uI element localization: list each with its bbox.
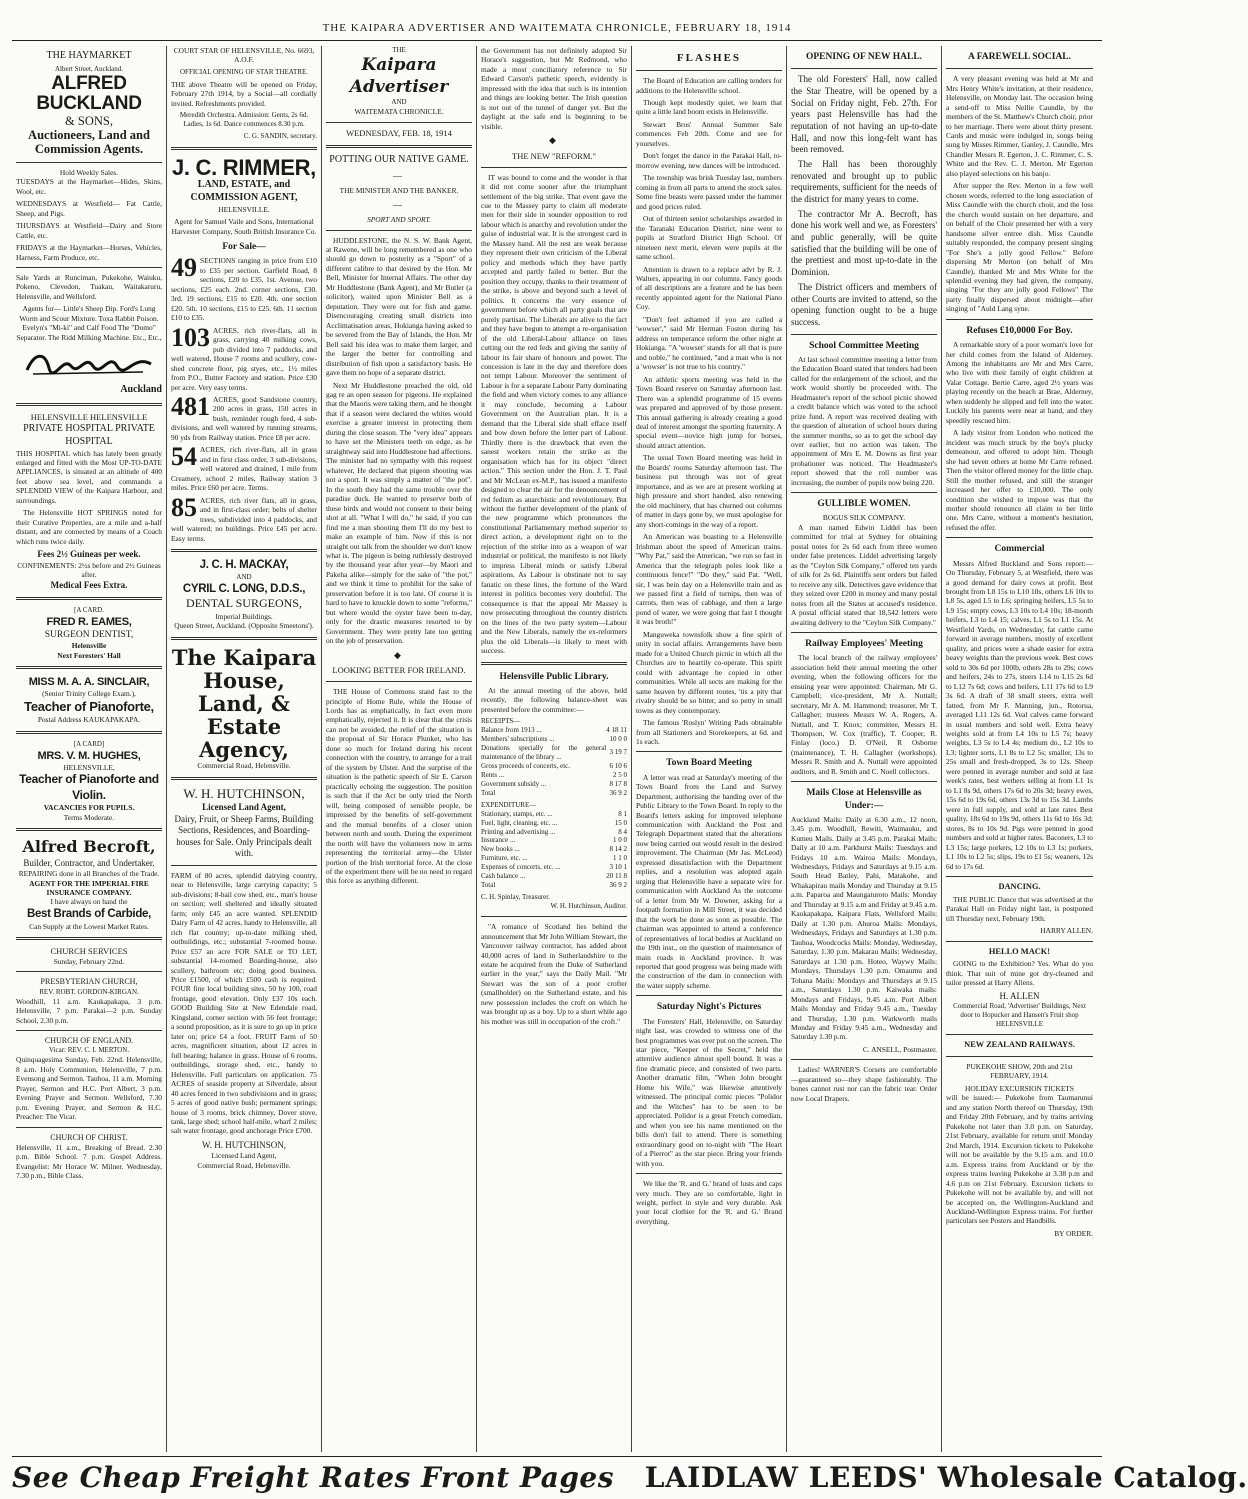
presbyterian-heading: PRESBYTERIAN CHURCH,	[40, 977, 138, 987]
table-row	[481, 789, 627, 798]
hutchinson-name: W. H. HUTCHINSON,	[183, 785, 305, 801]
article-ireland-p1: THE House of Commons stand fast to the principle of Home Rule, while the House of Lords has as emphatically, in fact even more emphatically, rejected it. It is clear that the crisis can not be avoided, the relief of the situation is the proposal of Sir Horace Plunket, who has done so much for Ireland during his recent connection with the country, to arrange for a trail of the system by Ulster. And the surprise of the situation is the pathetic speech of Sir E. Carson practically echoing the suggestion. The position is such that if the Act be only tried the North will, being composed of sensible people, be impressed by the benefits of self-government and the mutual benefits of a closer union between north and south. During the experiment the north will have the volunteers now in arms representing the territorial army—the Ulster portion of the Irish territorial force. At the close of the experiment there will be no need to regard this force as anything different.	[326, 687, 472, 886]
sinclair-title: Teacher of Pianoforte,	[24, 698, 154, 714]
becroft-repairing: REPAIRING done in all Branches of the Trade.	[18, 869, 160, 879]
hospital-fees: Fees 2½ Guineas per week.	[37, 549, 141, 560]
buckland-sales: Hold Weekly Sales.	[59, 167, 119, 177]
hutchinson-farms: FARM of 80 acres, splendid dairying country, near to Helensville, large carrying capacity; 5 sub-divisions; 8-bail cow shed, etc., man's house on section; well sheltered and ideally situated farm; only £45 an acre wanted. SPLENDID Dairy Farm of 42 acres, handy to Helensville, all rich flat country; up-to-date milking shed, outbuildings, etc.; substantial 7-roomed house. Price £57 an acre FOR SALE or TO LET, substantial 14-roomed Boarding-house, also scullery, bathroom etc; doing good business. Price £1500, of which £500 cash is required. FOUR fine local building sites, 50 by 100, road frontage, good elevation. Only £37 10s each. GOOD Building Site at New Edendale road, Kingsland, corner section with 56 feet frontage; a sound proposition, as it is sure to go up in price later on; price £4 a foot. FRUIT Farm of 50 acres, magnificent situation, about 12 acres in full bearing; balance in grass. House of 6 rooms, outbuildings, storage shed, etc., handy to Helensville. Full particulars on application. 75 ACRES of seaside property at Silverdale, about 40 acres fenced in two subdivisions and in grass; 5 acres of good native bush; permanent springs; house of 3 rooms, brick chimney, Dover stove, tank, large shed; school half-mile, wharf 2 miles; salt water frontage, good anchorage Price £700.	[171, 870, 317, 1136]
mails-postmaster: C. ANSELL, Postmaster.	[862, 1044, 937, 1054]
table-row	[481, 872, 627, 881]
table-cell-value: 2 5 0	[613, 770, 627, 779]
table-cell-value: 8 14 2	[609, 845, 627, 854]
farewell-heading: A FAREWELL SOCIAL.	[967, 52, 1072, 62]
table-row	[481, 854, 627, 863]
court-opening: OFFICIAL OPENING OF STAR THEATRE.	[180, 67, 308, 76]
kaipara-agency-name: The Kaipara House, Land, & Estate Agency,	[171, 644, 317, 763]
hospital-name: PRIVATE HOSPITAL PRIVATE HOSPITAL	[23, 422, 155, 447]
commercial-body: Messrs Alfred Buckland and Sons report:— On Thursday, February 5, at Westfield, there was a good demand for dairy cows at profit. Best brought from L8 15s to L10 10s, others L6 10s to L8 5s, aged L5 to L6; springing heifers, L5 5s to L9 15s; empty cows, L3 10s to L4 10s; 18-month heifers, L3 to L4 15; calves, L1 5s to L1 15s. At Westfield Yards, on Wednesday, fat cattle came forward in average numbers, mostly of excellent quality, and prices were a shade easier for extra heavy weights than the previous week. Best cows sold to 30s 6d per 100lb, others 28s to 29s; cows and heifers, 24s to 27s, steers L14 to L15 2s 6d to L12 7s 6d; cows and heifers, L11 17s 6d to L9 3s 6d. A draft of 38 small steers, extra well fatted, from Mr F. Manning, jun., Rotorua, averaged L11 12s 6d. Veal calves came forward in usual numbers and sold well. Extra heavy weights sold at from L4 10s to L5 7s; heavy weights, L3 5s to L4 4s; medium do., L2 10s to L3; lighter sorts, L1 8s to L2 5s; smaller, 13s to 25s small and fresh-dropped, 3s to 12s. Sheep were penned in average number and sold at last week's rates, best wethers selling at from L1 1s to L1 8s 9d, others 17s 6d to 20s 3d; heavy ewes, 15s 6d to 19s 6d, others 13s 3d to 15s 3d. Lambs were in full supply, and sold at late rates Best quality, 18s 6d to 19s 9d, others 11s 6d to 16s 3d; stores, 8s to 10s 9d. Pigs were penned in good numbers and sold at higher rates. Baconers, L3 to L3 15s; large porkers, L2 10s to L3 1s; porkers, L1 10s to L2 5s; slips, 19s to £1 5s; weaners, 12s 6d to 17s 6d.	[946, 558, 1093, 871]
paper-and: AND	[391, 98, 407, 107]
flashes-list	[636, 76, 782, 746]
buckland-wednesdays: WEDNESDAYS at Westfield— Fat Cattle, Sheep, and Pigs.	[16, 199, 162, 218]
kaipara-agency-address: Commercial Road, Helensville.	[197, 761, 291, 771]
presbyterian-services: Woodhill, 11 a.m. Kaukapakapa, 3 p.m. Helensville, 7 p.m. Parakai—2 p.m. Sunday School, 2.30 p.m.	[16, 996, 162, 1025]
new-hall-heading: OPENING OF NEW HALL.	[805, 52, 923, 62]
hughes-town: HELENSVILLE,	[63, 762, 115, 772]
column-6	[787, 46, 942, 1452]
library-auditor: W. H. Hutchinson, Auditor.	[550, 902, 627, 911]
table-row	[481, 863, 627, 872]
pictures-body: The Foresters' Hall, Helensville, on Saturday night last, was crowded to witness one of the best programmes was ever put on the screen. The star piece, "Keeper of the Secret," held the attentive audience almost spell bound. It was a fine dramatic piece, and consisted of two parts. Another dramatic film, "When John brought Home his Wife," was likewise attentively witnessed. The principal comic pieces "Polidor and the Witches" has to be seen to be appreciated. Polidor is a great French comedian, and when you see his name mentioned on the bills don't fail to attend. There is something extraordinary good on to-night with "The Heart of a Pierrot" as the star piece. Bring your friends with you.	[636, 1016, 782, 1168]
long-title: DENTAL SURGEONS,	[186, 596, 302, 611]
table-cell-item: Printing and advertising ...	[481, 827, 556, 836]
hutchinson-title: Licensed Land Agent,	[202, 802, 286, 813]
article-reform-body: IT was bound to come and the wonder is that it did not come sooner after the triumphant settlement of the big strike. That event gave the cue to the Massey party to claim all moderate men for their side in sounder opposition to red labour which is anarchy and revolution under the guise of industrial war. It is the strongest card in the Massey hand. All the rest are weak because they represent their own criticism of the Liberal policy and methods which they have partly accepted and partly failed to better. But the position they occupy, thanks to their treatment of the strike, is above and beyond such a level of politics. It concerns the very essence of government before which all party goals that are purely partisan. The Liberals are alive to the fact and they have begun to attempt a re-organisation of the old Liberal-Labour alliance on lines cutting out the red feds and giving the sanity of labour its fair share of honours and power. The concession is late in the day and therefore does not tempt Labour. Moreover the sentiment of Labour is for a separate Labour Party dominating the field and when victory comes to any alliance it may conclude, becoming a Labour Government on the Australian plan. It is a demand that the Liberal side shall efface itself and bow down before the letter part of Labour. Thirdly there is the drawback that even the sanest workers retain the strike as the organisation which has for its object "direct action." This section under the Hon. J. T. Paul and Mr McLean ex-M.P., has issued a manifesto designed to clear the air for the denouncement of red fedism as anarchistic and revolutionary. But without the further development of the plank of the new programme which pronounces the constitutional Parliamentary method superior to direct action, a development right on to the rejection of the strike into as a weapon of war industrial or political, the manifesto is not likely to impress Liberal minds or satisfy Liberal aspirations. As Labour is obstinate not to say fanatic on these lines, the fortune of the Ward interest in politics becomes very doubtful. The consequence is that the appeal Mr Massey is now prosecuting throughout the country districts on the lines of the two party system—Labour and the New Liberals, namely the ex-reformers plus the old Liberals—is likely to meet with success.	[481, 172, 627, 656]
listing-49	[171, 253, 317, 323]
article-ireland-cont: the Government has not definitely adopted Sir Horace's suggestion, but Mr Redmond, who made a most conciliatory reference to Sir Edward Carson's pathetic speech, evidently is impressed with the idea that such is its intention and things are looking better. The Irish question is not out of the tunnel of danger yet. But the daylight at the safe end is beginning to be visible.	[481, 46, 627, 131]
column-3	[322, 46, 477, 1452]
buckland-agents: Agents for— Little's Sheep Dip. Ford's Lung Worm and Scour Mixture. Toxa Rabbit Poison. Evelyn's "Mi-ki" and Calf Food The "Domo" Separator. The Ridd Milking Machine. Etc., Etc.,	[16, 304, 162, 342]
mails-body: Auckland Mails: Daily at 6.30 a.m., 12 noon, 3.45 p.m. Woodhill, Rewiti, Waimauku, and Kumeu Mails. Daily at 3.45 p.m. Parakai Mails: Daily at 10 a.m. Parkhurst Mails: Tuesdays and Fridays 10 a.m. Wairoa Mails: Mondays, Wednesdays, Fridays and Saturdays at 9.15 a.m. South Head Batley, Pahi, Matakohe, and Whakapirau mails Monday and Thursday at 9.15 a.m. Paparoa and Maungaturoto Mails: Monday and Thursday at 9.15 a.m and Friday at 9.45 a.m. Kaukapakapa, Kaipara Flats, Wellsford Mails: Daily at 1.30 p.m. Ahuroa Mails: Mondays, Wednesdays, Fridays and Saturdays at 1.30 p.m. Tauhoa, Woodcocks Mails: Monday, Wednesday, Saturday, 1.30 p.m. Makarau Mails: Wednesday, Saturdays at 1.30 p.m. Hoteo, Waywy Mails: Mondays, Thursdays 1.30 p.m. Omaumu and Tohana Mails: Mondays and Thursdays at 9.15 a.m., Saturdays 1.30 p.m. Kaiwaka mails: Mondays and Fridays, 9.45 a.m. Port Albert Mails Monday and Friday 9.45 a.m., Tuesday and Thursday, 1.30 p.m. Warkworth mails Monday and Friday 9.45 a.m., Wednesday and Saturday 1.30 p.m.	[791, 814, 937, 1042]
eames-title: SURGEON DENTIST,	[44, 630, 134, 641]
refuses-p2: A lady visitor from London who noticed the incident was much struck by the boy's plucky demeanour, and offered to adopt him. Though she had seven others at home Mr Carre refused. Then the visitor offered money for the little chap. Still the mother refused, and still the stranger increased her offer to £10,000. The only condition she wished to impose was that the mother should renounce all claim to her little one. Mrs Carre, without a moment's hesitation, refused the offer.	[946, 428, 1093, 532]
listing-481-text: ACRES, good Sandstone country, 200 acres in grass, 150 acres in bush, reminder rough feed, 4 sub-divisions, and well watered by running streams, 90 yds from Railway station. Price £8 per acre.	[171, 394, 317, 442]
haymarket-heading: THE HAYMARKET	[46, 50, 132, 61]
column-5	[632, 46, 787, 1452]
divider-ornament: —	[393, 170, 405, 181]
listing-103-text: ACRES, rich river-flats, all in grass, carrying 40 milking cows, pub divided into 7 paddocks, and well watered, House 7 rooms and scullery, cow-shed concrete floor, pig styes, etc., 1½ miles from P.O., Butter Factory and station. Price £30 per acre. Very easy terms.	[171, 325, 317, 392]
table-row	[481, 780, 627, 789]
table-cell-item: Rents ...	[481, 770, 504, 779]
table-cell-value: 3 19 7	[609, 748, 627, 757]
listing-103	[171, 322, 317, 392]
eames-card: [A CARD.	[74, 606, 104, 615]
listing-481-number: 481	[171, 391, 210, 421]
eames-town: Helensville	[71, 641, 107, 651]
table-cell-item: Government subsidy ...	[481, 779, 547, 788]
town-board-body: A letter was read at Saturday's meeting of the Town Board from the Land and Survey Department, authorising the handing over of the Public Library to the Town Board. In reply to the Board's letters asking for improved telephone communication with Auckland the Post and Telegraph Department stated that the alterations now being carried out would result in the desired improvement. The Chairman (Mr Jas. McLeod) expressed dissatisfaction with the Department replies, and a resolution was adopted again urging that Helensville have a separate wire for communication with Auckland As the outcome of a letter from Mr W. Downer, asking for a footpath formation in Mill Street, it was decided that the work be done as soon as possible. The chairman was appointed to attend a conference of representatives of local bodies at Auckland on the 19th inst., on the question of maintenance of main roads in Auckland province. It was reported that good progress was being made with the construction of the dam in connection with the water supply scheme.	[636, 772, 782, 990]
gullible-body: A man named Edwin Liddel has been committed for trial at Sydney for obtaining postal notes for 2s 6d each from three women under false pretences. Liddel advertising largely as the "Ceylon Silk Company," offered ten yards of silk for 2s 6d. Plaintiffs sent orders but failed to receive any silk. Detectives gave evidence that they seized over £200 in money and many postal notes from all the States at accused's residence. A postal official stated that 18,542 letters were awaiting delivery to the "Ceylon Silk Company."	[791, 522, 937, 627]
town-board-heading: Town Board Meeting	[666, 758, 752, 769]
listing-54	[171, 442, 317, 493]
dancing-sig: HARRY ALLEN.	[1040, 926, 1093, 936]
becroft-trade: Builder, Contractor, and Undertaker.	[23, 857, 155, 868]
gullible-sub: BOGUS SILK COMPANY.	[822, 513, 906, 523]
paper-chronicle: WAITEMATA CHRONICLE.	[354, 107, 444, 117]
bottom-banner-ad	[12, 1456, 1248, 1499]
listing-54-text: ACRES, rich river-flats, all in grass and in first class order, 3 sub-divisions, well watered and drained, 1 mile from Creamery, school 2 miles, Railway station 3 miles. Price £60 per acre. Terms.	[171, 445, 317, 493]
new-hall-p2: The Hall has been thoroughly renovated and brought up to public requirements, sufficient for the needs of the district for many years to come.	[791, 158, 937, 205]
listing-49-number: 49	[171, 253, 197, 283]
corset-ad: Ladies! WARNER'S Corsets are comfortable—guaranteed so—they shape fashionably. The bones cannot rust nor can the fabric tear. Order now Local Drapers.	[791, 1065, 937, 1103]
table-row	[481, 771, 627, 780]
sinclair-name: MISS M. A. A. SINCLAIR,	[28, 676, 150, 689]
article-potting-p1: HUDDLESTONE, the N. S. W. Bank Agent, at Rawene, will be long remembered as one who should go down to posterity as a "Sport" of a different calibre to that desired by the Hon. Mr Bell, Minister for Internal Affairs. The other day Mr Huddlestone (Bank Agent), and Mr Butler (a solicitor), waited upon Minister Bell as a deputation. They were out for fish and game. Disencouraging creating small districts into Acclimatisation areas, Hokianga having asked to be severed from the Bay of Islands, the Hon. Mr Bell said his idea was to make them larger, and the larger the better for controlling and distribution of fish upon a satisfactory basis. He gave them no hope of a separate district.	[326, 235, 472, 378]
hospital-confinements: CONFINEMENTS: 2½s before and 2½ Guineas after.	[17, 560, 161, 580]
table-row	[481, 762, 627, 771]
new-hall-p1: The old Foresters' Hall, now called the Star Theatre, will be opened by a Social on Friday night, Feb. 27th. For years past Helensville has had the reputation of not having an up-to-date Hall, and now this long-felt want has been removed.	[791, 74, 937, 155]
flash-item: Manguweka townsfolk show a fine spirit of unity in social affairs. Arrangements have been made for a United Church picnic in which all the Churches are to heartily co-operate. This spirit could with advantage be copied in other communities. While all sects are making for the same heaven by different routes, 'tis a pity that rivalry should be so bitter, and so petty in small towns as they contemporary.	[636, 629, 782, 715]
long-buildings: Imperial Buildings.	[215, 611, 273, 621]
refuses-heading: Refuses £10,0000 For Boy.	[966, 325, 1073, 336]
table-cell-value: 36 9 2	[609, 881, 627, 890]
court-admission: Meredith Orchestra. Admission: Gents, 2s 6d. Ladies, 1s 6d. Dance commences 8.30 p.m.	[179, 111, 309, 129]
sinclair-address: Postal Address KAUKAPAKAPA.	[37, 715, 141, 725]
listing-85	[171, 492, 317, 543]
coe-vicar: Vicar: REV. C. I. MERTON.	[48, 1046, 130, 1055]
article-potting-p2: Next Mr Huddlestone preached the old, old gag re an open season for pigeons. He explained that the Maoris were taking them, and he thought that if a season were declared the whites would exercise a greater interest in protecting them during the close season. The "very idea" appears to have set the Ministers teeth on edge, as he straightway said into Huddlestone bad affections. The minister had no sympathy with this request whatever, He declared that pigeon shooting was not a sport. It was simply a matter of "the pot". In the south they had the same trouble over the paradise duck. He wanted to preserve both of these birds and would not consent to their being shot at all. "What I will do," he said, if you can find me a man shooting them I'll do my best to make an example of him. Now if this is not straight out talk from the shoulder we don't know what is. The pigeon is being ruthlessly destroyed by the thousand year after year—by Maori and Pakeha alike—simply for the sake of "the pot," and we think it time to prohibit for the sake of preservation before it is too late. Of course it is hard to have to knuckle down to some "reforms," but where would the oyster have been to-day, only for the drastic measures resorted to by Government. They were pretty late too getting on the job of preservation.	[326, 380, 473, 646]
table-cell-item: Cash balance ...	[481, 872, 526, 881]
buckland-name: ALFRED BUCKLAND	[36, 72, 142, 114]
hughes-name: MRS. V. M. HUGHES,	[37, 749, 141, 762]
mack-body: GOING to the Exhibition? Yes. What do you think. That suit of mine got dry-cleaned and tailor pressed at Harry Allens.	[946, 959, 1093, 988]
nz-railways-heading: NEW ZEALAND RAILWAYS.	[964, 1040, 1075, 1050]
library-treasurer: C. H. Spinlay, Treasurer.	[481, 893, 550, 902]
allen-name: H. ALLEN	[999, 990, 1040, 1001]
table-cell-value: 1 0 0	[613, 836, 627, 845]
school-committee-body: At last school committee meeting a letter from the Education Board stated that tenders had been called for the enlargement of the school, and the work would shortly be proceeded with. The Headmaster's report of the school picnic showed a credit balance which was voted to the school prize fund. A report was received dealing with the question of alteration of school hours during the summer months, so as to get the school day over earlier, but no action was taken. The appointment of Mrs E. M. Downs as first year probationer was noticed. The Headmaster's report showed that the roll number was increasing, the number of pupils now being 220.	[791, 354, 937, 487]
becroft-hand: I have always on hand the	[50, 897, 128, 907]
article-reform-heading: THE NEW "REFORM."	[512, 150, 596, 161]
article-potting-heading: POTTING OUR NATIVE GAME.	[329, 153, 469, 165]
masthead-title: THE KAIPARA ADVERTISER AND WAITEMATA CHRONICLE, FEBRUARY 18, 1914	[322, 22, 792, 34]
library-receipts-table	[481, 726, 627, 798]
railway-employees-body: The local branch of the railway employees' association held their annual meeting the other evening, when the following officers for the ensuing year were appointed: Chairman, Mr G. Campbell; vice-president, Mr A. Nuttall; secretary, Mr A. M. Hammond; treasurer, Mr T. Callagher; trustees Messrs W. A. Rogers, A. Nuttall, and T. Knox; committee, Messrs H. Thompson, W. Cox (traffic), T. Cooper, R. Finlay (loco.) D. O'Neil, R Osborne (maintenance), T. H. Callagher (workshops). Messrs R. Smith and A. Nuttall were appointed auditors, and R. Smith and C. Noell collectors.	[791, 653, 937, 776]
church-date: Sunday, February 22nd.	[53, 957, 125, 967]
flash-item: Don't forget the dance in the Parakai Hall, to-morrow evening, new dances will be introduced.	[636, 151, 782, 170]
paper-title: Kaipara Advertiser	[349, 54, 449, 97]
library-heading: Helensville Public Library.	[499, 671, 609, 682]
table-cell-item: Stationary, stamps, etc. ...	[481, 809, 553, 818]
page-masthead	[12, 22, 1102, 41]
school-committee-heading: School Committee Meeting	[809, 340, 919, 351]
table-cell-value: 4 18 11	[606, 726, 627, 735]
court-body: THE above Theatre will be opened on Friday, February 27th 1914, by a Social—all cordially invited. Refreshments provided.	[171, 79, 317, 108]
table-cell-item: Members' subscriptions ...	[481, 734, 555, 743]
railway-employees-heading: Railway Employees' Meeting	[805, 639, 923, 650]
buckland-yards: Sale Yards at Runciman, Pukekohe, Waiuku, Pokeno, Clevedon, Tuakau, Waitakaruru, Helensville, and Wellsford.	[16, 272, 162, 301]
banner-freight-text: See Cheap Freight Rates Front Pages	[12, 1461, 614, 1494]
table-row	[481, 836, 627, 845]
table-cell-value: 36 9 2	[609, 788, 627, 797]
flash-item: Attention is drawn to a replace advt by R. J. Walters, appearing in our columns. Fancy goods of all descriptions are a feature and he has been recently appointed agent for the National Piano Coy.	[636, 264, 782, 312]
mails-heading: Mails Close at Helensville as Under:—	[806, 788, 922, 811]
rg-brand-ad: We like the 'R. and G.' brand of lusts and caps very much. They are so comfortable, light in weight, perfect in style and very durable. Ask your local clothier for the 'R. and G.' Brand everything.	[636, 1179, 782, 1226]
flash-item: The Board of Education are calling tenders for additions to the Helensville school.	[636, 76, 782, 95]
library-intro: At the annual meeting of the above, held recently, the following balance-sheet was presented before the committee:—	[481, 685, 627, 714]
eames-name: FRED R. EAMES,	[46, 616, 132, 629]
becroft-carbide: Best Brands of Carbide,	[26, 907, 152, 920]
new-hall-p4: The District officers and members of other Courts are invited to attend, so the opening function ought to be a huge success.	[791, 281, 937, 327]
hospital-body: THIS HOSPITAL which has lately been greatly enlarged and fitted with the Most UP-TO-DATE APPLIANCES, is situated at an altitude of 400 feet above sea level, and commands a SPLENDID VIEW of the Kaipara Harbour, and surroundings.	[16, 448, 162, 505]
table-cell-item: Total	[481, 881, 496, 890]
eames-location: Next Foresters' Hall	[57, 650, 121, 660]
flashes-heading: FLASHES	[676, 52, 742, 64]
buckland-auckland: Auckland	[120, 384, 162, 396]
table-cell-value: 10 0 0	[609, 734, 627, 743]
banner-catalog-text: LAIDLAW LEEDS' Wholesale Catalog.	[644, 1461, 1248, 1494]
table-cell-item: New books ...	[481, 845, 520, 854]
church-heading: CHURCH SERVICES	[50, 946, 128, 957]
long-name: CYRIL C. LONG, D.D.S.,	[182, 582, 306, 595]
listing-49-text: SECTIONS ranging in price from £10 to £35 per section. Garfield Road, 8 sections, £20 to £35. 1st. Avenue, two sections, £25 each. 2nd. corner sections, £30. 3rd. 19 sections, £15 to £20. 4th. one section £20. 5th. 10 sections, £15 to £25. 6th. 11 section £10 to £35.	[171, 256, 317, 323]
gullible-heading: GULLIBLE WOMEN.	[817, 499, 911, 510]
coe-heading: CHURCH OF ENGLAND.	[44, 1036, 134, 1046]
hughes-terms: Terms Moderate.	[63, 812, 115, 822]
long-address: Queen Street, Auckland. (Opposite Smeetons').	[174, 621, 314, 631]
table-row	[481, 845, 627, 854]
table-cell-item: Furniture, etc. ...	[481, 854, 528, 863]
table-cell-value: 8 17 8	[609, 779, 627, 788]
listing-85-text: ACRES, rich river flats, all in grass, and in first-class order; belts of shelter trees, subdivided into 4 paddocks, and well watered; no buildings. Price £45 per acre. Easy terms.	[171, 495, 317, 543]
buckland-sons: & SONS,	[65, 113, 113, 128]
table-cell-value: 8 1	[618, 809, 627, 818]
flash-item: An athletic sports meeting was held in the Town Board reserve on Saturday afternoon last. There was a splendid programme of 15 events was prepared and approved of by those present. This annual gathering is already creating a good deal of interest amongst the sporting fraternity. A special event—novice high jump for horses, should attract attention.	[636, 374, 782, 450]
pukekohe-heading: PUKEKOHE SHOW, 20th and 21st FEBRUARY, 1914.	[966, 1061, 1073, 1081]
article-potting-sub: THE MINISTER AND THE BANKER.	[339, 186, 459, 196]
listing-54-number: 54	[171, 442, 197, 472]
rimmer-trade: LAND, ESTATE, and COMMISSION AGENT,	[190, 179, 298, 204]
buckland-signature-logo	[23, 348, 155, 378]
sinclair-exam: (Senior Trinity College Exam.),	[42, 689, 136, 699]
table-cell-item: Gross proceeds of concerts, etc.	[481, 761, 571, 770]
table-row	[481, 881, 627, 890]
becroft-rates: Can Supply at the Lowest Market Rates.	[29, 921, 149, 931]
article-romance: "A romance of Scotland lies behind the announcement that Mr John William Stewart, the Vancouver railway contractor, has added about 40,000 acres of land in Sutherlandshire to the estate he acquired from the Duke of Sutherland earlier in the year," says the Daily Mail. "Mr Stewart was the son of a poor crofter (smallholder) on the Sutherland estate, and his new possession includes the croft on which he was brought up as a boy. Up to a short while ago his mother was still in occupation of the croft."	[481, 922, 627, 1026]
rimmer-name: J. C. RIMMER,	[172, 155, 316, 181]
divider-ornament: ◆	[394, 649, 404, 660]
table-cell-item: Balance from 1913 ...	[481, 726, 542, 735]
haymarket-address: Albert Street, Auckland.	[54, 64, 124, 73]
table-cell-value: 6 10 6	[609, 761, 627, 770]
table-cell-value: 15 0	[614, 818, 627, 827]
rimmer-town: HELENSVILLE.	[218, 204, 270, 214]
hughes-vacancies: VACANCIES FOR PUPILS.	[43, 803, 135, 813]
mackay-name: J. C. H. MACKAY,	[199, 559, 289, 571]
table-row	[481, 726, 627, 735]
table-row	[481, 810, 627, 819]
table-cell-value: 1 1 0	[613, 854, 627, 863]
column-1	[12, 46, 167, 1452]
farewell-p1: A very pleasant evening was held at Mr and Mrs Henry White's invitation, at their residence, Helensville, on Monday last. The occasion being a send-off to Miss Nellie Caundle, by the members of the St. Matthew's Church choir, prior to her marriage. There were about thirty present. Cards and music were indulged in, songs being sung by Misses Rimmer, Ganley, J. Caundle, Mrs Chandler Messrs R. Egerton, J. C. Rimmer, C. S. White and the Rev. C. J. Merton. Mr Egerton also played selections on his banjo.	[946, 74, 1093, 178]
column-4	[477, 46, 632, 1452]
flash-item: Stewart Bros' Annual Summer Sale commences Feb 20th. Come and see for yourselves.	[636, 119, 782, 148]
table-cell-value: 8 4	[618, 827, 627, 836]
commercial-heading: Commercial	[994, 544, 1045, 555]
pictures-heading: Saturday Night's Pictures	[656, 1002, 762, 1013]
flash-item: An American was boasting to a Helensville Irishman about the speed of American trains. "Why Pat," said the American, "we run so fast in America that the telegraph poles look like a continuous fence!" "Do they," said Pat. "Well, sir, I was bein day on a Helensville train and as we passed first a field of turnips, then was of carrots, then was of cabbage, and then a large pond of water, we were going that fast I thought it was broth!"	[636, 532, 782, 627]
signature-script-icon	[23, 348, 155, 378]
dancing-body: THE PUBLIC Dance that was advertised at the Parakai Hall on Friday night last, is postponed till Thursday next, February 19th.	[946, 894, 1093, 923]
excursion-sig: BY ORDER.	[1054, 1228, 1093, 1238]
presbyterian-minister: REV. ROBT. GORDON-KIRGAN.	[39, 987, 139, 996]
listing-85-number: 85	[171, 492, 197, 522]
dancing-heading: DANCING.	[998, 882, 1041, 892]
buckland-fridays: FRIDAYS at the Haymarket—Horses, Vehicles, Harness, Farm Produce, etc.	[16, 243, 162, 262]
becroft-agent: AGENT FOR THE IMPERIAL FIRE INSURANCE COMPANY.	[29, 878, 149, 898]
listing-481	[171, 391, 317, 442]
divider-ornament: —	[393, 199, 405, 210]
flash-item: Out of thirteen senior scholarships awarded in the Taranaki Education District, nine went to pupils at Stratford District High School. Of nineteen next merit, eleven were pupils at the same school.	[636, 214, 782, 262]
becroft-name: Alfred Becroft,	[22, 837, 156, 857]
court-heading: COURT STAR OF HELENSVILLE, No. 6693, A.O.F.	[173, 46, 315, 65]
flash-item: "Don't feel ashamed if you are called a 'wowser'," said Mr Herman Foston during his address on temperance reform the other night at Hokianga. "A 'wowser' stands for all that is pure and noble," he continued, "and a man who is not a 'wowser' is not true to his country."	[636, 314, 782, 372]
article-ireland-heading: LOOKING BETTER FOR IRELAND.	[332, 665, 466, 676]
table-cell-item: Donations specially for the general maintenance of the library ...	[481, 743, 607, 761]
divider-ornament: ◆	[549, 135, 559, 146]
mack-heading: HELLO MACK!	[988, 946, 1051, 956]
table-cell-item: Fuel, light, cleaning, etc. ...	[481, 818, 558, 827]
hutchinson-desc: Dairy, Fruit, or Sheep Farms, Building Sections, Residences, and Boarding-houses for Sale. Only Principals dealt with.	[174, 813, 314, 859]
refuses-p1: A remarkable story of a poor woman's love for her child comes from the Island of Alderney. Among the inhabitants are Mr and Mrs Carre, who live with their family of eight children at Valar Cottage. Bertie Carre, aged 2½ years was playing recently on the beach at Brae, Alderney, when suddenly he slipped and fell into the water. Luckily his parents were near at hand, and they speedily rescued him.	[946, 340, 1093, 425]
forsale-heading: For Sale—	[222, 242, 266, 253]
hughes-title: Teacher of Pianoforte and Violin.	[19, 772, 159, 802]
table-row	[481, 828, 627, 837]
table-cell-item: Insurance ...	[481, 836, 516, 845]
table-cell-item: Total	[481, 788, 496, 797]
table-cell-item: Expenses of concerts, etc. ...	[481, 863, 561, 872]
hospital-medical-fees: Medical Fees Extra.	[50, 579, 128, 590]
coc-services: Helensville, 11 a.m., Breaking of Bread. 2.30 p.m. Bible School. 7 p.m. Gospel Address. Evangelist: Mr Horace W. Milner. Wednesday, 7.30 p.m., Bible Class.	[16, 1142, 162, 1181]
library-receipts-label: RECEIPTS—	[481, 717, 521, 726]
flash-item: The famous 'Roslyn' Writing Pads obtainable from all Stationers and Storekeepers, at 6d. and 1s each.	[636, 718, 782, 747]
hospital-body-2: The Helensville HOT SPRINGS noted for their Curative Properties, are a mile and a-half distant, and are connected by means of a Coach which runs twice daily.	[16, 508, 162, 546]
paper-date: WEDNESDAY, FEB. 18, 1914	[346, 127, 452, 138]
table-cell-value: 20 11 8	[606, 872, 627, 881]
excursion-body: will be issued:— Pukekohe from Taumarunui and any station North thereof on Thursday, 19th and Friday 20th February, and by trains arriving Pukekohe not later than 3.0 p.m. on Saturday, 21st February, available for return until Monday 2nd March, 1914. Excursion tickets to Pukekohe will not be available by the 9.15 a.m. and 10.0 a.m. Express trains from Auckland or by the express trains leaving Pukekohe at 3.38 p.m and 4.6 p.m on 21st February. Excursion tickets to Pukekohe will not be available by, and will not be accepted on, the Wellington-Auckland and Auckland-Wellington Express trains. For further particulars see Posters and Handbills.	[946, 1093, 1093, 1226]
table-cell-value: 3 10 1	[609, 863, 627, 872]
excursion-heading: HOLIDAY EXCURSION TICKETS	[965, 1083, 1074, 1093]
paper-the: THE	[392, 46, 406, 54]
column-2	[167, 46, 322, 1452]
mackay-and: AND	[236, 572, 252, 581]
table-row	[481, 735, 627, 744]
rimmer-agencies: Agent for Samuel Vaile and Sons, International Harvester Company, South British Insurance Co.	[171, 217, 317, 236]
coe-services: Quinquagesima Sunday, Feb. 22nd. Helensville, 8 a.m. Holy Communion, Helensville, 7 p.m. Evensong and Sermon. Tauhoa, 11 a.m. Morning Prayer, Sermon and H.C. Port Albert, 3 p.m. Evening Prayer and Sermon. Wellsford, 7.30 p.m. Evening Prayer, and Sermon & H.C. Preacher: The Vicar.	[16, 1055, 162, 1122]
table-row	[481, 819, 627, 828]
coc-heading: CHURCH OF CHRIST.	[50, 1132, 128, 1142]
hospital-header: HELENSVILLE HELENSVILLE	[30, 412, 148, 423]
library-expenditure-label: EXPENDITURE—	[481, 800, 537, 809]
court-secretary: C. G. SANDIN, secretary.	[243, 132, 317, 141]
newspaper-columns	[12, 46, 1104, 1452]
hutchinson-sig-title: Licensed Land Agent,	[211, 1151, 277, 1161]
hutchinson-sig-address: Commercial Road, Helensville.	[197, 1160, 291, 1170]
hughes-card: [A CARD]	[73, 739, 105, 748]
flash-item: The usual Town Board meeting was held in the Boards' rooms Saturday afternoon last. The business put through was not of great importance, and as we are at present working at high pressure and short handed, also renewing the old machinery, that has churned out columns of matter in days gone by, we must apologise for any short-comings in the way of a report.	[636, 453, 782, 529]
buckland-thursdays: THURSDAYS at Westfield—Dairy and Store Cattle, etc.	[16, 221, 162, 240]
article-potting-sub2: SPORT AND SPORT.	[367, 215, 431, 225]
listing-103-number: 103	[171, 322, 210, 352]
farewell-p2: After supper the Rev. Merton in a few well chosen words, referred to the long association of Miss Caundle with the church choir, and the loss the church would sustain on her departure, and on behalf of the Choir presented her with a very handsome silver entree dish. Miss Caundle suitably responded, the company present singing "For She's a jolly good Fellow." Before dispersing Mr Merton (on behalf of Mrs Caundle), thanked Mr and Mrs White for the splendid evening they had given, the company, singing "For they are jolly good Fellows" The party finally dispersed about midnight—after singing of "Auld Lang syne.	[946, 181, 1093, 314]
column-7	[942, 46, 1097, 1452]
library-expenditure-table	[481, 810, 627, 891]
buckland-tuesdays: TUESDAYS at the Haymarket—Hides, Skins, Wool, etc.	[16, 177, 162, 196]
buckland-trade: Auctioneers, Land and Commission Agents.	[28, 128, 150, 157]
new-hall-p3: The contractor Mr A. Becroft, has done his work well and we, as Foresters' and public generally, will be quite satisfied that the building will be one of the prettiest and most up-to-date in the Dominion.	[791, 208, 937, 278]
table-row	[481, 744, 627, 762]
allen-address: Commercial Road, 'Advertiser' Buildings, Next door to Hopucker and Hansen's Fruit shop HELENSVILLE	[953, 1002, 1086, 1029]
hutchinson-sig-name: W. H. HUTCHINSON,	[202, 1139, 286, 1150]
flash-item: Though kept modestly quiet, we learn that quite a little land boom exists in Helensville.	[636, 98, 782, 117]
flash-item: The township was brisk Tuesday last, numbers coming in from all parts to attend the stock sales. Some fine beasts were passed under the hammer and good prices ruled.	[636, 173, 782, 211]
